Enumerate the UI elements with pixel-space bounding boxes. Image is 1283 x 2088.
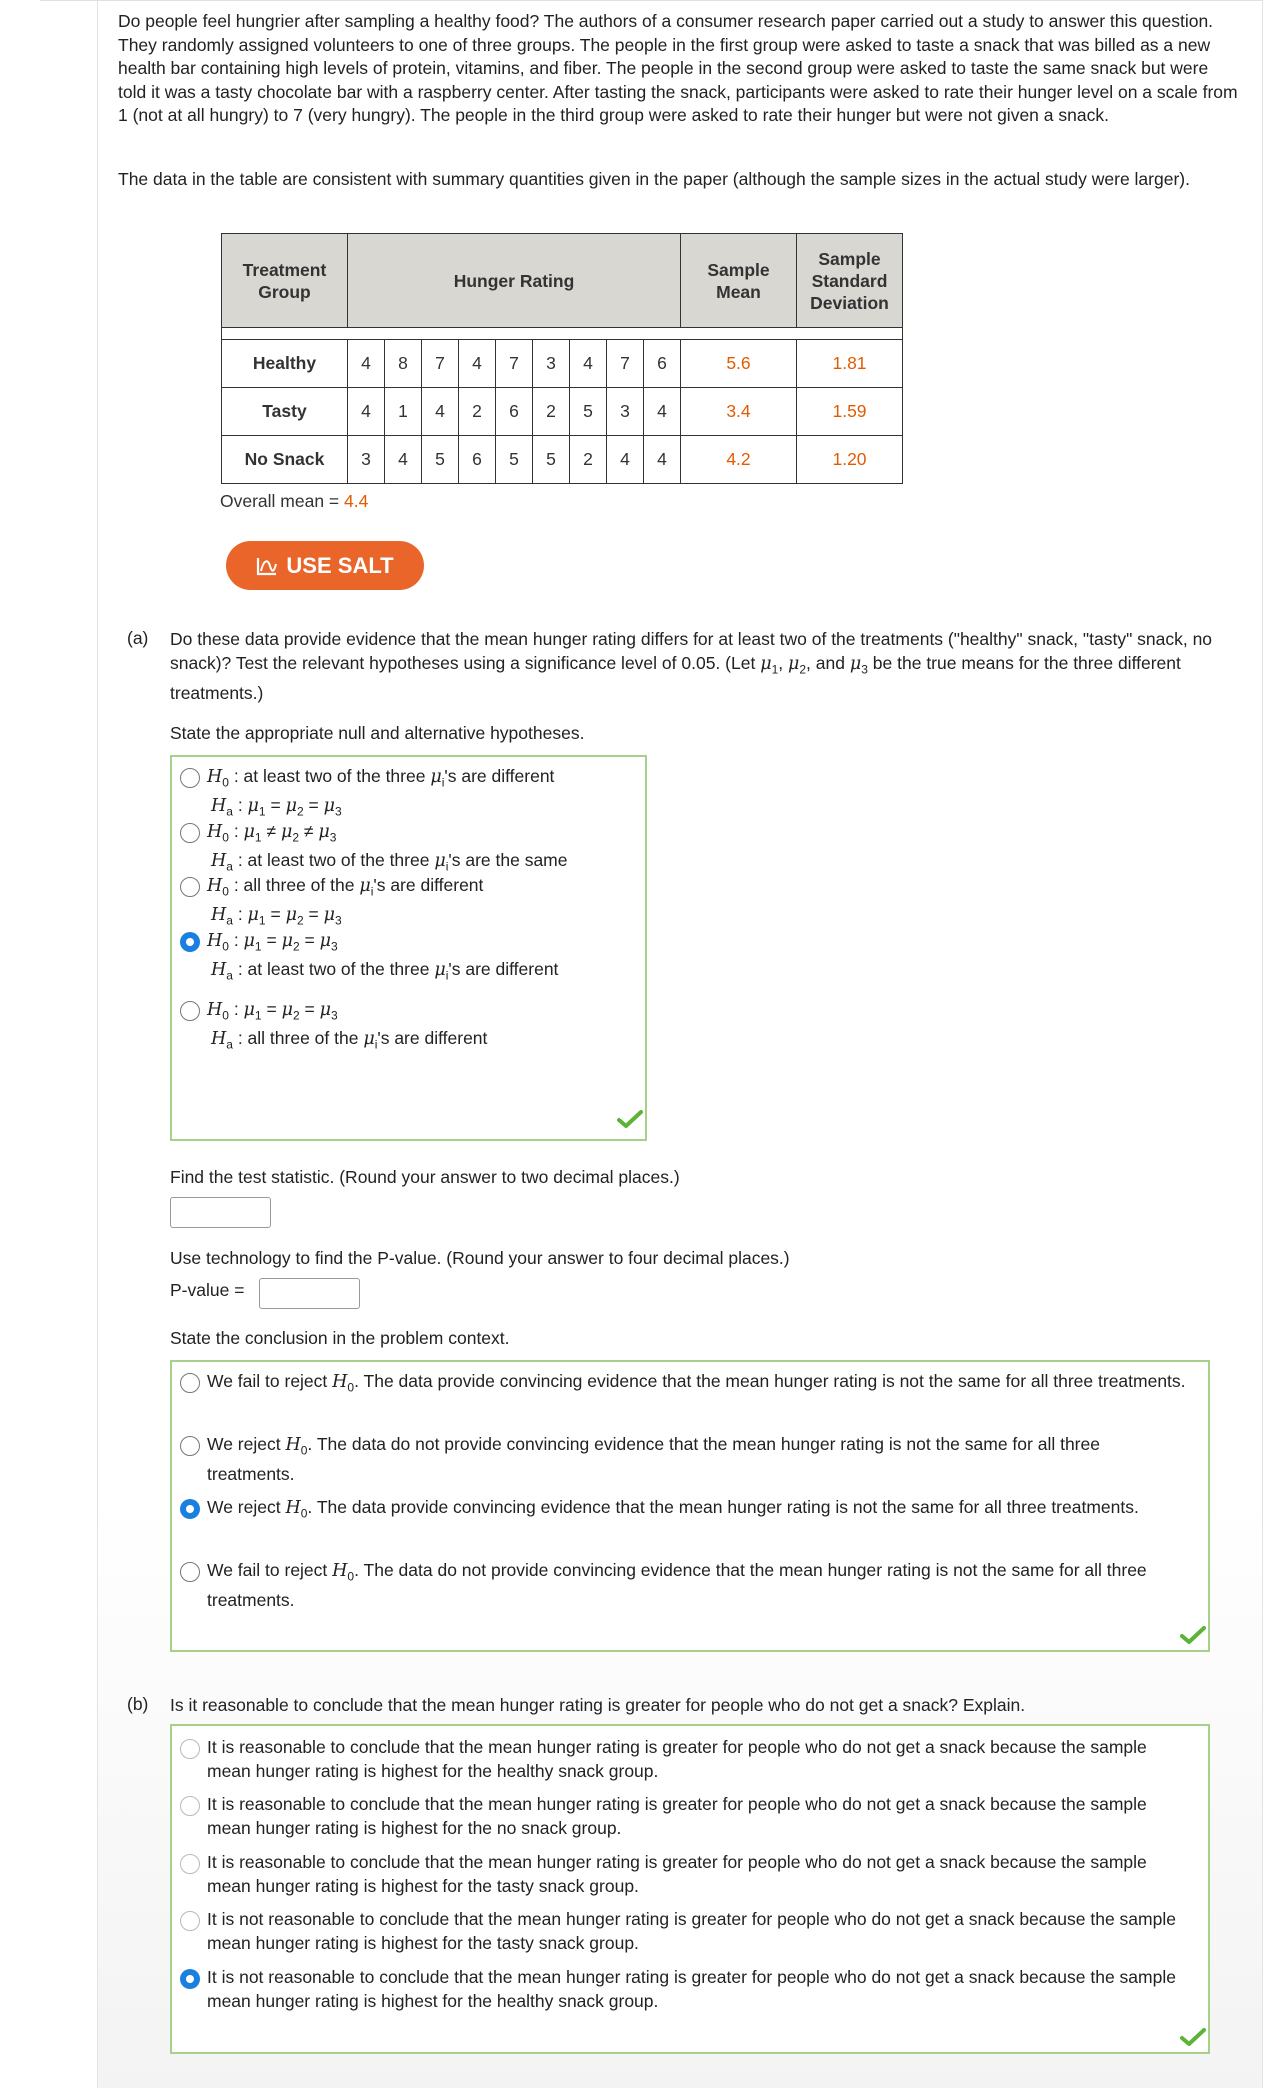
radio-button[interactable] <box>180 823 200 843</box>
data-table <box>221 233 903 484</box>
test-statistic-input[interactable] <box>170 1197 271 1228</box>
radio-button[interactable] <box>180 1373 200 1393</box>
radio-button[interactable] <box>180 1796 200 1816</box>
rating-cell: 3 <box>607 388 644 436</box>
rating-cell: 3 <box>348 436 385 484</box>
use-salt-button[interactable] <box>226 541 424 590</box>
group-name: No Snack <box>222 436 348 484</box>
sample-sd-value: 1.81 <box>797 340 903 388</box>
header-sample-mean: Sample Mean <box>681 234 797 328</box>
intro-text: Do people feel hungrier after sampling a healthy food? The authors of a consumer research paper carried out a study to answer this question. They randomly assigned volunteers to one of three groups. The people in the first group were asked to taste a snack that was billed as a new health bar containing high levels of protein, vitamins, and fiber. The people in the second group were asked to taste the same snack but were told it was a tasty chocolate bar with a raspberry center. After tasting the snack, participants were asked to rate their hunger level on a scale from 1 (not at all hungry) to 7 (very hungry). The people in the third group were asked to rate their hunger but were not given a snack. <box>118 11 1238 125</box>
state-hypotheses-label: State the appropriate null and alternative hypotheses. <box>170 723 585 743</box>
rating-cell: 4 <box>385 436 422 484</box>
rating-cell: 4 <box>422 388 459 436</box>
table-header-row <box>222 234 903 328</box>
part-b-question: Is it reasonable to conclude that the mean hunger rating is greater for people who do not get a snack? Explain. <box>170 1695 1026 1715</box>
header-hunger-rating: Hunger Rating <box>348 234 681 328</box>
group-name: Tasty <box>222 388 348 436</box>
table-row <box>222 340 903 388</box>
part-a-question: Do these data provide evidence that the mean hunger rating differs for at least two of the treatments ("healthy" snack, "tasty" snack, no snack)? Test the relevant hypotheses using a significance level of 0.05. (Let $\mu_1$, $\mu_2$, and $\mu_3$ be the true means for the three different treatments.) <box>170 629 1213 703</box>
rating-cell: 6 <box>644 340 681 388</box>
sample-sd-value: 1.59 <box>797 388 903 436</box>
table-row <box>222 388 903 436</box>
test-statistic-label: Find the test statistic. (Round your answer to two decimal places.) <box>170 1167 680 1187</box>
group-name: Healthy <box>222 340 348 388</box>
header-sample-sd: Sample Standard Deviation <box>797 234 903 328</box>
use-salt-label: USE SALT <box>286 552 394 578</box>
rating-cell: 4 <box>459 340 496 388</box>
radio-button-selected[interactable] <box>180 1499 200 1519</box>
note-text: The data in the table are consistent with summary quantities given in the paper (although the sample sizes in the actual study were larger). <box>118 169 1190 189</box>
p-value-input[interactable] <box>259 1278 360 1309</box>
check-icon <box>1180 2027 1206 2047</box>
rating-cell: 1 <box>385 388 422 436</box>
rating-cell: 4 <box>348 388 385 436</box>
radio-button[interactable] <box>180 1436 200 1456</box>
check-icon <box>1180 1625 1206 1645</box>
part-a-question-text: Do these data provide evidence that the mean hunger rating differs for at least two of the treatments ("healthy" snack, "tasty" snack, no snack)? Test the relevant hypotheses using a significance level of 0.05. (Let <box>170 629 1213 673</box>
radio-button[interactable] <box>180 877 200 897</box>
check-icon <box>617 1109 643 1129</box>
p-value-prefix: P-value = <box>170 1280 245 1300</box>
rating-cell: 7 <box>496 340 533 388</box>
salt-graph-icon <box>256 556 278 576</box>
radio-button[interactable] <box>180 1739 200 1759</box>
table-row <box>222 436 903 484</box>
part-a-label: (a) <box>127 628 149 648</box>
hypotheses-options: $H_0$ : at least two of the three $\mu_i's$ are different $H_a$ : $\mu_1 = \mu_2 = \mu_3$ $H_0$ : $\mu_1 \ne \mu_2 \ne \mu_3$ $H_a$ : at least two of the three $\mu_i's$ are the same $H_0$ : all three of the $\mu_i's$ are different $H_a$ : $\mu_1 = \mu_2 = \mu_3$ $H_0$ : $\mu_1 = \mu_2 = \mu_3$ $H_a$ : at least two of the three $\mu_i's$ are different $H_0$ : $\mu_1 = \mu_2 = \mu_3$ $H_a$ : all three of the $\mu_i's$ are different <box>170 755 647 1141</box>
rating-cell: 3 <box>533 340 570 388</box>
radio-button[interactable] <box>180 1001 200 1021</box>
rating-cell: 7 <box>607 340 644 388</box>
radio-button[interactable] <box>180 1911 200 1931</box>
top-divider <box>40 0 1263 1</box>
radio-button[interactable] <box>180 1854 200 1874</box>
rating-cell: 5 <box>570 388 607 436</box>
rating-cell: 4 <box>644 436 681 484</box>
rating-cell: 4 <box>607 436 644 484</box>
sample-mean-value: 3.4 <box>681 388 797 436</box>
rating-cell: 4 <box>644 388 681 436</box>
radio-button-selected[interactable] <box>180 1969 200 1989</box>
conclusion-label: State the conclusion in the problem context. <box>170 1328 510 1348</box>
rating-cell: 5 <box>533 436 570 484</box>
rating-cell: 2 <box>459 388 496 436</box>
sample-mean-value: 5.6 <box>681 340 797 388</box>
p-value-label: Use technology to find the P-value. (Round your answer to four decimal places.) <box>170 1248 790 1268</box>
radio-button[interactable] <box>180 1562 200 1582</box>
rating-cell: 5 <box>496 436 533 484</box>
sample-mean-value: 4.2 <box>681 436 797 484</box>
part-a-question-text-2: be the true means for the three different treatments.) <box>170 652 1181 703</box>
conclusion-options: We fail to reject $H_0$. The data provide convincing evidence that the mean hunger rating is not the same for all three treatments. We reject $H_0$. The data do not provide convincing evidence that the mean hunger rating is not the same for all three treatments. We reject $H_0$. The data provide convincing evidence that the mean hunger rating is not the same for all three treatments. We fail to reject $H_0$. The data do not provide convincing evidence that the mean hunger rating is not the same for all three treatments. <box>170 1360 1210 1652</box>
rating-cell: 5 <box>422 436 459 484</box>
part-b-options: It is reasonable to conclude that the mean hunger rating is greater for people who do not get a snack because the sample mean hunger rating is highest for the healthy snack group. It is reasonable to conclude that the mean hunger rating is greater for people who do not get a snack because the sample mean hunger rating is highest for the no snack group. It is reasonable to conclude that the mean hunger rating is greater for people who do not get a snack because the sample mean hunger rating is highest for the tasty snack group. It is not reasonable to conclude that the mean hunger rating is greater for people who do not get a snack because the sample mean hunger rating is highest for the tasty snack group. It is not reasonable to conclude that the mean hunger rating is greater for people who do not get a snack because the sample mean hunger rating is highest for the healthy snack group. <box>170 1724 1210 2054</box>
rating-cell: 6 <box>459 436 496 484</box>
rating-cell: 2 <box>570 436 607 484</box>
rating-cell: 2 <box>533 388 570 436</box>
rating-cell: 8 <box>385 340 422 388</box>
rating-cell: 4 <box>570 340 607 388</box>
header-treatment-group: Treatment Group <box>222 234 348 328</box>
part-b-label: (b) <box>127 1694 149 1714</box>
radio-button[interactable] <box>180 768 200 788</box>
rating-cell: 4 <box>348 340 385 388</box>
overall-mean <box>220 491 368 512</box>
sample-sd-value: 1.20 <box>797 436 903 484</box>
rating-cell: 6 <box>496 388 533 436</box>
overall-mean-value: 4.4 <box>344 491 369 511</box>
overall-mean-label: Overall mean = <box>220 491 340 511</box>
radio-button-selected[interactable] <box>180 932 200 952</box>
rating-cell: 7 <box>422 340 459 388</box>
